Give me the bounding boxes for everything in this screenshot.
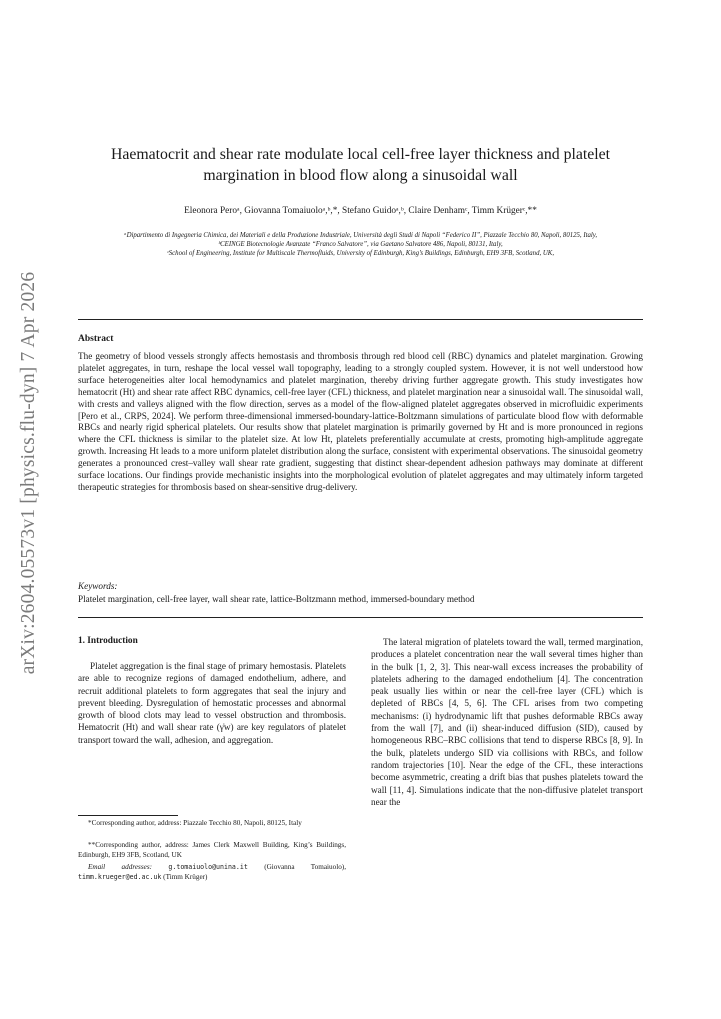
- email-name-tomaiuolo: (Giovanna Tomaiuolo),: [264, 863, 346, 871]
- intro-paragraph-1: Platelet aggregation is the final stage of primary hemostasis. Platelets are able to recognize regions of damaged endothelium, adhere, and recruit additional platelets to form aggregates that seal the injury and prevent bleeding. Dysregulation of hemostatic processes and abnormal growth of blood clots may lead to vessel obstruction and thrombosis. Hematocrit (Ht) and wall shear rate (γ̇w) are key regulators of platelet transport toward the wall, adhesion, and aggregation.: [78, 661, 346, 745]
- email-link-tomaiuolo[interactable]: g.tomaiuolo@unina.it: [168, 863, 248, 871]
- abstract-heading: Abstract: [78, 334, 114, 344]
- affiliation-b: ᵇCEINGE Biotecnologie Avanzate “Franco Salvatore”, via Gaetano Salvatore 486, Napoli, 80131, Italy,: [218, 241, 503, 249]
- email-name-krueger: (Timm Krüger): [163, 872, 208, 881]
- keywords-text: Platelet margination, cell-free layer, wall shear rate, lattice-Boltzmann method, immersed-boundary method: [78, 594, 475, 604]
- footnote-corresponding-1: *Corresponding author, address: Piazzale Tecchio 80, Napoli, 80125, Italy: [88, 819, 302, 827]
- abstract-bottom-rule: [78, 617, 643, 618]
- footnote-corresponding-2: **Corresponding author, address: James Clerk Maxwell Building, King’s Buildings, Edinburgh, EH9 3FB, Scotland, UK: [78, 841, 346, 859]
- abstract-text: The geometry of blood vessels strongly affects hemostasis and thrombosis through red blood cell (RBC) dynamics and platelet margination. Growing platelet aggregates, in turn, reshape the local vessel wall topography, leading to a strongly coupled system. However, it is not well understood how surface heterogeneities alter local hemodynamics and platelet margination, thereby driving further aggregate growth. This study investigates how hematocrit (Ht) and shear rate affect RBC dynamics, cell-free layer (CFL) thickness, and platelet margination near a sinusoidal wall. The sinusoidal wall, with crests and valleys aligned with the flow direction, serves as a model of the flow-aligned platelet aggregates observed in microfluidic experiments [Pero et al., CRPS, 2024]. We perform three-dimensional immersed-boundary-lattice-Boltzmann simulations of particulate blood flow with deformable RBCs and nearly rigid spherical platelets. Our results show that platelet margination is primarily governed by Ht and is more pronounced in regions where the CFL thickness is similar to the platelet size. At low Ht, platelets preferentially accumulate at crests, promoting high-amplitude aggregate growth. Increasing Ht leads to a more uniform platelet distribution along the surface, consistent with experimental observations. The sinusoidal geometry generates a pronounced crest–valley wall shear rate gradient, suggesting that distinct shear-dependent adhesion pathways may dominate at different surface locations. Our findings provide mechanistic insights into the morphological evolution of platelet aggregates and may ultimately inform targeted therapeutic strategies for thrombosis based on shear-sensitive drug-delivery.: [78, 351, 643, 492]
- author-list: Eleonora Peroᵃ, Giovanna Tomaiuoloᵃ,ᵇ,*, Stefano Guidoᵃ,ᵇ, Claire Denhamᶜ, Timm Krügerᶜ,**: [184, 206, 537, 216]
- affiliation-a: ᵃDipartimento di Ingegneria Chimica, dei Materiali e della Produzione Industriale, Università degli Studi di Napoli “Federico II”, Piazzale Tecchio 80, Napoli, 80125, Italy,: [123, 232, 598, 239]
- title-line-2: margination in blood flow along a sinusoidal wall: [203, 167, 518, 184]
- intro-paragraph-2: The lateral migration of platelets toward the wall, termed margination, produces a platelet concentration near the wall several times higher than in the bulk [1, 2, 3]. This near-wall excess increases the probability of platelets adhering to the damaged endothelium [4]. The concentration peak usually lies within or near the cell-free layer (CFL) which is depleted of RBCs [4, 5, 6]. The CFL arises from two competing mechanisms: (i) hydrodynamic lift that pushes deformable RBCs away from the wall [7], and (ii) shear-induced diffusion (SID), caused by homogeneous RBC–RBC collisions that tend to disperse RBCs [8, 9]. In the bulk, platelets undergo SID via collisions with RBCs, and follow random trajectories [10]. Near the edge of the CFL, these interactions become asymmetric, creating a drift bias that pushes platelets toward the wall [11, 4]. Simulations indicate that the non-diffusive platelet transport near the: [371, 637, 643, 807]
- paper-title: [78, 144, 643, 186]
- section-heading-introduction: 1. Introduction: [78, 636, 138, 646]
- footnote-emails: [78, 863, 346, 882]
- abstract-top-rule: [78, 319, 643, 320]
- email-link-krueger[interactable]: timm.krueger@ed.ac.uk: [78, 872, 162, 881]
- footnote-rule: [78, 815, 178, 816]
- arxiv-sidebar-stamp: [6, 258, 52, 688]
- arxiv-identifier: arXiv:2604.05573v1 [physics.flu-dyn] 7 Apr 2026: [18, 271, 39, 675]
- email-label: Email addresses:: [88, 863, 153, 871]
- title-line-1: Haematocrit and shear rate modulate local cell-free layer thickness and platelet: [110, 146, 611, 163]
- keywords-heading: Keywords:: [78, 581, 118, 591]
- affiliation-c: ᶜSchool of Engineering, Institute for Multiscale Thermofluids, University of Edinburgh, King’s Buildings, Edinburgh, EH9 3FB, Scotland, UK,: [166, 250, 555, 258]
- affiliations: [78, 231, 643, 259]
